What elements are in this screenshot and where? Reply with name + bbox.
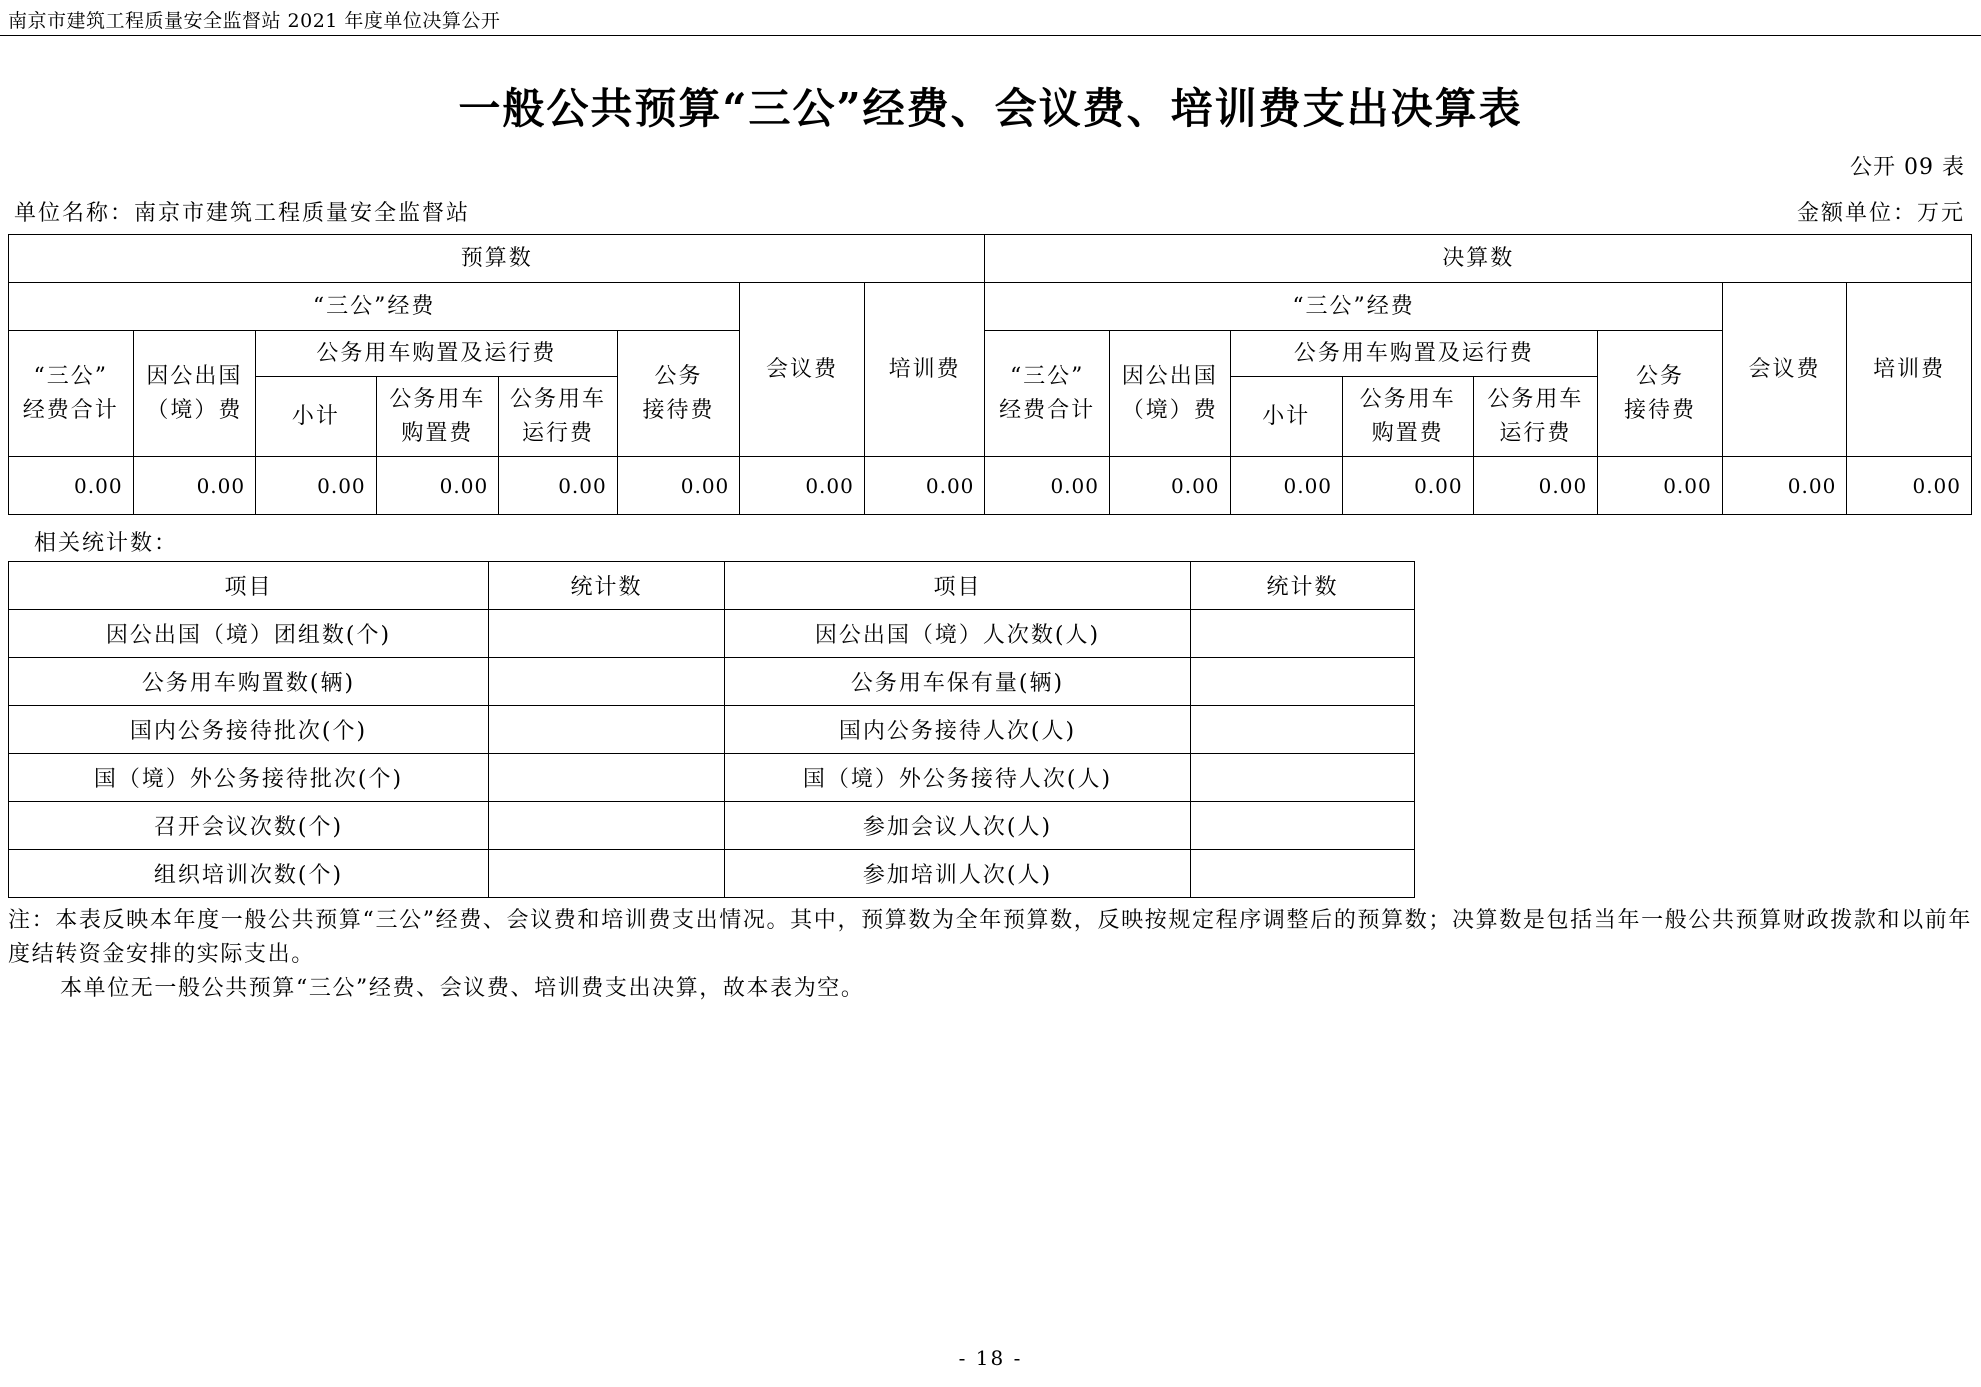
final-header: 决算数 bbox=[985, 235, 1972, 283]
stats-col-item: 项目 bbox=[9, 562, 489, 610]
footnote-line: 本单位无一般公共预算“三公”经费、会议费、培训费支出决算，故本表为空。 bbox=[60, 976, 865, 1001]
value-cell: 0.00 bbox=[256, 457, 377, 515]
final-reception-header: 公务 接待费 bbox=[1598, 331, 1723, 457]
header-rule bbox=[0, 35, 1981, 36]
stats-item: 参加会议人次(人) bbox=[725, 802, 1191, 850]
budget-sangong-header: “三公”经费 bbox=[9, 283, 740, 331]
stats-value bbox=[489, 658, 725, 706]
related-stats-table bbox=[8, 561, 1415, 898]
stats-value bbox=[1191, 610, 1415, 658]
stats-value bbox=[1191, 850, 1415, 898]
stats-item: 因公出国（境）团组数(个) bbox=[9, 610, 489, 658]
expenditure-table bbox=[8, 234, 1972, 515]
final-total-header: “三公” 经费合计 bbox=[985, 331, 1110, 457]
page-number: - 18 - bbox=[958, 1346, 1023, 1370]
budget-purchase-header: 公务用车 购置费 bbox=[376, 377, 499, 457]
stats-value bbox=[489, 850, 725, 898]
final-sangong-header: “三公”经费 bbox=[985, 283, 1722, 331]
final-meeting-header: 会议费 bbox=[1722, 283, 1847, 457]
budget-operation-header: 公务用车 运行费 bbox=[499, 377, 618, 457]
value-cell: 0.00 bbox=[617, 457, 740, 515]
value-cell: 0.00 bbox=[9, 457, 134, 515]
stats-item: 公务用车保有量(辆) bbox=[725, 658, 1191, 706]
stats-col-count: 统计数 bbox=[1191, 562, 1415, 610]
stats-value bbox=[1191, 658, 1415, 706]
running-header: 南京市建筑工程质量安全监督站 2021 年度单位决算公开 bbox=[8, 10, 501, 32]
stats-item: 国（境）外公务接待批次(个) bbox=[9, 754, 489, 802]
budget-reception-header: 公务 接待费 bbox=[617, 331, 740, 457]
stats-item: 召开会议次数(个) bbox=[9, 802, 489, 850]
stats-item: 因公出国（境）人次数(人) bbox=[725, 610, 1191, 658]
final-vehicle-header: 公务用车购置及运行费 bbox=[1230, 331, 1598, 377]
value-cell: 0.00 bbox=[740, 457, 865, 515]
budget-meeting-header: 会议费 bbox=[740, 283, 865, 457]
footnote-line: 注：本表反映本年度一般公共预算“三公”经费、会议费和培训费支出情况。其中，预算数为全年预算数，反映按规定程序调整后的预算数；决算数是包括当年一般公共预算财政拨款和以前年度结转资金安排的实际支出。 bbox=[8, 908, 1972, 967]
stats-value bbox=[1191, 802, 1415, 850]
stats-col-item: 项目 bbox=[725, 562, 1191, 610]
stats-item: 参加培训人次(人) bbox=[725, 850, 1191, 898]
stats-item: 国内公务接待人次(人) bbox=[725, 706, 1191, 754]
value-cell: 0.00 bbox=[864, 457, 985, 515]
stats-value bbox=[489, 706, 725, 754]
final-subtotal-header: 小计 bbox=[1230, 377, 1343, 457]
value-cell: 0.00 bbox=[1230, 457, 1343, 515]
budget-abroad-header: 因公出国 （境）费 bbox=[133, 331, 256, 457]
value-cell: 0.00 bbox=[1598, 457, 1723, 515]
value-cell: 0.00 bbox=[499, 457, 618, 515]
final-operation-header: 公务用车 运行费 bbox=[1473, 377, 1598, 457]
value-cell: 0.00 bbox=[1343, 457, 1474, 515]
unit-name: 单位名称：南京市建筑工程质量安全监督站 bbox=[14, 201, 471, 226]
value-cell: 0.00 bbox=[133, 457, 256, 515]
stats-col-count: 统计数 bbox=[489, 562, 725, 610]
budget-total-header: “三公” 经费合计 bbox=[9, 331, 134, 457]
related-stats-label: 相关统计数： bbox=[34, 531, 179, 556]
stats-item: 公务用车购置数(辆) bbox=[9, 658, 489, 706]
stats-item: 组织培训次数(个) bbox=[9, 850, 489, 898]
table-code: 公开 09 表 bbox=[1850, 155, 1965, 180]
value-cell: 0.00 bbox=[985, 457, 1110, 515]
stats-value bbox=[1191, 754, 1415, 802]
final-purchase-header: 公务用车 购置费 bbox=[1343, 377, 1474, 457]
page-title: 一般公共预算“三公”经费、会议费、培训费支出决算表 bbox=[458, 84, 1523, 133]
budget-header: 预算数 bbox=[9, 235, 985, 283]
value-cell: 0.00 bbox=[376, 457, 499, 515]
budget-vehicle-header: 公务用车购置及运行费 bbox=[256, 331, 618, 377]
stats-item: 国（境）外公务接待人次(人) bbox=[725, 754, 1191, 802]
value-cell: 0.00 bbox=[1722, 457, 1847, 515]
stats-item: 国内公务接待批次(个) bbox=[9, 706, 489, 754]
stats-value bbox=[489, 802, 725, 850]
final-training-header: 培训费 bbox=[1847, 283, 1972, 457]
stats-value bbox=[489, 610, 725, 658]
final-abroad-header: 因公出国 （境）费 bbox=[1109, 331, 1230, 457]
amount-unit: 金额单位：万元 bbox=[1796, 201, 1965, 226]
value-cell: 0.00 bbox=[1473, 457, 1598, 515]
value-cell: 0.00 bbox=[1109, 457, 1230, 515]
stats-value bbox=[1191, 706, 1415, 754]
value-cell: 0.00 bbox=[1847, 457, 1972, 515]
budget-subtotal-header: 小计 bbox=[256, 377, 377, 457]
stats-value bbox=[489, 754, 725, 802]
footnote bbox=[8, 904, 1972, 1006]
budget-training-header: 培训费 bbox=[864, 283, 985, 457]
